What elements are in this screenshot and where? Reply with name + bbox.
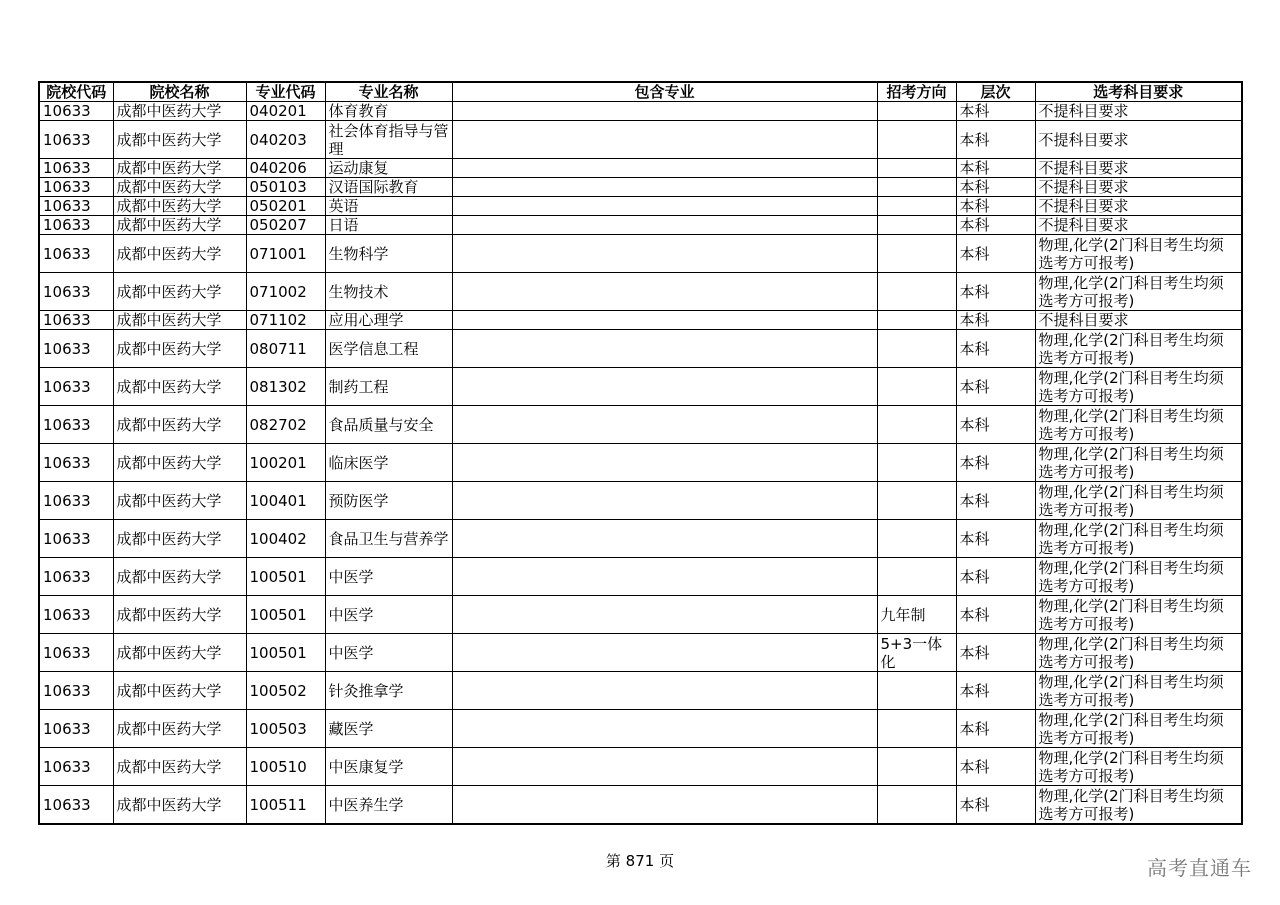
subject-requirement-cell: 物理,化学(2门科目考生均须选考方可报考): [1035, 235, 1242, 273]
included-majors-cell: [452, 216, 877, 235]
school-name-cell: 成都中医药大学: [113, 558, 246, 596]
included-majors-cell: [452, 672, 877, 710]
subject-requirement-cell: 物理,化学(2门科目考生均须选考方可报考): [1035, 710, 1242, 748]
table-row: [39, 482, 1242, 520]
level-cell: 本科: [956, 672, 1035, 710]
school-name-cell: 成都中医药大学: [113, 710, 246, 748]
table-row: [39, 634, 1242, 672]
subject-requirement-cell: 不提科目要求: [1035, 102, 1242, 121]
subject-requirement-cell: 物理,化学(2门科目考生均须选考方可报考): [1035, 596, 1242, 634]
level-cell: 本科: [956, 330, 1035, 368]
table-body: [39, 102, 1242, 825]
major-code-cell: 071102: [246, 311, 325, 330]
included-majors-cell: [452, 121, 877, 159]
direction-cell: [877, 558, 956, 596]
subject-requirement-cell: 物理,化学(2门科目考生均须选考方可报考): [1035, 672, 1242, 710]
included-majors-cell: [452, 178, 877, 197]
major-code-cell: 100201: [246, 444, 325, 482]
header-school-name: 院校名称: [113, 82, 246, 102]
level-cell: 本科: [956, 311, 1035, 330]
level-cell: 本科: [956, 178, 1035, 197]
subject-requirement-cell: 不提科目要求: [1035, 121, 1242, 159]
direction-cell: [877, 520, 956, 558]
header-major-name: 专业名称: [325, 82, 452, 102]
table-row: [39, 596, 1242, 634]
major-name-cell: 临床医学: [325, 444, 452, 482]
school-code-cell: 10633: [39, 178, 113, 197]
major-code-cell: 050207: [246, 216, 325, 235]
direction-cell: [877, 710, 956, 748]
major-name-cell: 食品卫生与营养学: [325, 520, 452, 558]
direction-cell: [877, 786, 956, 825]
school-code-cell: 10633: [39, 159, 113, 178]
table-row: [39, 273, 1242, 311]
included-majors-cell: [452, 596, 877, 634]
included-majors-cell: [452, 311, 877, 330]
school-code-cell: 10633: [39, 330, 113, 368]
table-row: [39, 672, 1242, 710]
subject-requirement-cell: 不提科目要求: [1035, 178, 1242, 197]
major-code-cell: 100510: [246, 748, 325, 786]
subject-requirement-cell: 物理,化学(2门科目考生均须选考方可报考): [1035, 748, 1242, 786]
school-name-cell: 成都中医药大学: [113, 216, 246, 235]
direction-cell: [877, 311, 956, 330]
page-number: 第 871 页: [605, 852, 675, 870]
table-row: [39, 710, 1242, 748]
included-majors-cell: [452, 368, 877, 406]
school-name-cell: 成都中医药大学: [113, 520, 246, 558]
direction-cell: [877, 216, 956, 235]
school-code-cell: 10633: [39, 102, 113, 121]
major-code-cell: 040201: [246, 102, 325, 121]
included-majors-cell: [452, 102, 877, 121]
school-name-cell: 成都中医药大学: [113, 748, 246, 786]
major-code-cell: 040203: [246, 121, 325, 159]
school-code-cell: 10633: [39, 634, 113, 672]
school-name-cell: 成都中医药大学: [113, 273, 246, 311]
table-row: [39, 368, 1242, 406]
major-name-cell: 应用心理学: [325, 311, 452, 330]
included-majors-cell: [452, 235, 877, 273]
major-name-cell: 生物技术: [325, 273, 452, 311]
school-name-cell: 成都中医药大学: [113, 197, 246, 216]
major-code-cell: 082702: [246, 406, 325, 444]
major-name-cell: 藏医学: [325, 710, 452, 748]
level-cell: 本科: [956, 558, 1035, 596]
major-name-cell: 日语: [325, 216, 452, 235]
school-code-cell: 10633: [39, 558, 113, 596]
major-name-cell: 中医学: [325, 558, 452, 596]
level-cell: 本科: [956, 596, 1035, 634]
subject-requirement-cell: 不提科目要求: [1035, 197, 1242, 216]
direction-cell: [877, 368, 956, 406]
subject-requirement-cell: 不提科目要求: [1035, 216, 1242, 235]
school-name-cell: 成都中医药大学: [113, 159, 246, 178]
major-code-cell: 081302: [246, 368, 325, 406]
included-majors-cell: [452, 520, 877, 558]
school-name-cell: 成都中医药大学: [113, 121, 246, 159]
major-code-cell: 100511: [246, 786, 325, 825]
level-cell: 本科: [956, 520, 1035, 558]
school-code-cell: 10633: [39, 311, 113, 330]
major-code-cell: 071001: [246, 235, 325, 273]
direction-cell: [877, 178, 956, 197]
major-name-cell: 医学信息工程: [325, 330, 452, 368]
table-row: [39, 235, 1242, 273]
subject-requirement-cell: 物理,化学(2门科目考生均须选考方可报考): [1035, 558, 1242, 596]
admissions-table-container: [38, 81, 1243, 825]
subject-requirement-cell: 物理,化学(2门科目考生均须选考方可报考): [1035, 368, 1242, 406]
level-cell: 本科: [956, 710, 1035, 748]
school-name-cell: 成都中医药大学: [113, 178, 246, 197]
included-majors-cell: [452, 444, 877, 482]
included-majors-cell: [452, 786, 877, 825]
table-row: [39, 748, 1242, 786]
direction-cell: [877, 273, 956, 311]
table-row: [39, 330, 1242, 368]
major-name-cell: 针灸推拿学: [325, 672, 452, 710]
major-code-cell: 100501: [246, 558, 325, 596]
major-code-cell: 100402: [246, 520, 325, 558]
header-subject-requirement: 选考科目要求: [1035, 82, 1242, 102]
subject-requirement-cell: 物理,化学(2门科目考生均须选考方可报考): [1035, 520, 1242, 558]
direction-cell: [877, 330, 956, 368]
major-name-cell: 社会体育指导与管理: [325, 121, 452, 159]
level-cell: 本科: [956, 786, 1035, 825]
major-name-cell: 英语: [325, 197, 452, 216]
school-name-cell: 成都中医药大学: [113, 368, 246, 406]
school-code-cell: 10633: [39, 482, 113, 520]
table-header-row: [39, 82, 1242, 102]
subject-requirement-cell: 不提科目要求: [1035, 159, 1242, 178]
school-name-cell: 成都中医药大学: [113, 330, 246, 368]
school-name-cell: 成都中医药大学: [113, 596, 246, 634]
major-code-cell: 050103: [246, 178, 325, 197]
school-name-cell: 成都中医药大学: [113, 311, 246, 330]
major-name-cell: 运动康复: [325, 159, 452, 178]
major-code-cell: 040206: [246, 159, 325, 178]
major-name-cell: 中医学: [325, 634, 452, 672]
level-cell: 本科: [956, 748, 1035, 786]
major-code-cell: 100501: [246, 596, 325, 634]
table-row: [39, 216, 1242, 235]
major-name-cell: 中医养生学: [325, 786, 452, 825]
level-cell: 本科: [956, 235, 1035, 273]
header-major-code: 专业代码: [246, 82, 325, 102]
included-majors-cell: [452, 482, 877, 520]
school-code-cell: 10633: [39, 786, 113, 825]
direction-cell: [877, 102, 956, 121]
major-code-cell: 100401: [246, 482, 325, 520]
major-code-cell: 100503: [246, 710, 325, 748]
table-row: [39, 444, 1242, 482]
level-cell: 本科: [956, 197, 1035, 216]
school-name-cell: 成都中医药大学: [113, 444, 246, 482]
school-code-cell: 10633: [39, 596, 113, 634]
direction-cell: [877, 482, 956, 520]
major-code-cell: 071002: [246, 273, 325, 311]
major-name-cell: 生物科学: [325, 235, 452, 273]
major-name-cell: 中医学: [325, 596, 452, 634]
table-row: [39, 121, 1242, 159]
major-name-cell: 预防医学: [325, 482, 452, 520]
level-cell: 本科: [956, 634, 1035, 672]
direction-cell: [877, 406, 956, 444]
major-code-cell: 080711: [246, 330, 325, 368]
subject-requirement-cell: 物理,化学(2门科目考生均须选考方可报考): [1035, 273, 1242, 311]
table-row: [39, 558, 1242, 596]
school-code-cell: 10633: [39, 710, 113, 748]
included-majors-cell: [452, 273, 877, 311]
included-majors-cell: [452, 197, 877, 216]
direction-cell: [877, 159, 956, 178]
school-name-cell: 成都中医药大学: [113, 235, 246, 273]
school-code-cell: 10633: [39, 197, 113, 216]
school-code-cell: 10633: [39, 235, 113, 273]
watermark-text: 高考直通车: [1147, 856, 1252, 880]
school-name-cell: 成都中医药大学: [113, 102, 246, 121]
subject-requirement-cell: 物理,化学(2门科目考生均须选考方可报考): [1035, 482, 1242, 520]
header-school-code: 院校代码: [39, 82, 113, 102]
school-code-cell: 10633: [39, 406, 113, 444]
included-majors-cell: [452, 330, 877, 368]
header-level: 层次: [956, 82, 1035, 102]
direction-cell: 九年制: [877, 596, 956, 634]
direction-cell: 5+3一体化: [877, 634, 956, 672]
level-cell: 本科: [956, 482, 1035, 520]
school-name-cell: 成都中医药大学: [113, 786, 246, 825]
table-row: [39, 786, 1242, 825]
subject-requirement-cell: 物理,化学(2门科目考生均须选考方可报考): [1035, 634, 1242, 672]
direction-cell: [877, 235, 956, 273]
included-majors-cell: [452, 406, 877, 444]
school-code-cell: 10633: [39, 273, 113, 311]
school-code-cell: 10633: [39, 444, 113, 482]
level-cell: 本科: [956, 159, 1035, 178]
subject-requirement-cell: 物理,化学(2门科目考生均须选考方可报考): [1035, 406, 1242, 444]
direction-cell: [877, 672, 956, 710]
included-majors-cell: [452, 558, 877, 596]
subject-requirement-cell: 物理,化学(2门科目考生均须选考方可报考): [1035, 786, 1242, 825]
major-name-cell: 汉语国际教育: [325, 178, 452, 197]
school-name-cell: 成都中医药大学: [113, 672, 246, 710]
major-code-cell: 100502: [246, 672, 325, 710]
direction-cell: [877, 444, 956, 482]
subject-requirement-cell: 物理,化学(2门科目考生均须选考方可报考): [1035, 330, 1242, 368]
level-cell: 本科: [956, 444, 1035, 482]
included-majors-cell: [452, 634, 877, 672]
school-code-cell: 10633: [39, 368, 113, 406]
major-name-cell: 体育教育: [325, 102, 452, 121]
header-direction: 招考方向: [877, 82, 956, 102]
school-name-cell: 成都中医药大学: [113, 406, 246, 444]
table-row: [39, 520, 1242, 558]
level-cell: 本科: [956, 273, 1035, 311]
major-code-cell: 050201: [246, 197, 325, 216]
included-majors-cell: [452, 159, 877, 178]
school-code-cell: 10633: [39, 520, 113, 558]
direction-cell: [877, 121, 956, 159]
major-name-cell: 食品质量与安全: [325, 406, 452, 444]
level-cell: 本科: [956, 216, 1035, 235]
included-majors-cell: [452, 748, 877, 786]
subject-requirement-cell: 物理,化学(2门科目考生均须选考方可报考): [1035, 444, 1242, 482]
major-code-cell: 100501: [246, 634, 325, 672]
direction-cell: [877, 748, 956, 786]
school-code-cell: 10633: [39, 672, 113, 710]
school-name-cell: 成都中医药大学: [113, 634, 246, 672]
school-code-cell: 10633: [39, 121, 113, 159]
direction-cell: [877, 197, 956, 216]
level-cell: 本科: [956, 102, 1035, 121]
table-row: [39, 311, 1242, 330]
major-name-cell: 制药工程: [325, 368, 452, 406]
table-row: [39, 178, 1242, 197]
major-name-cell: 中医康复学: [325, 748, 452, 786]
admissions-table: [38, 81, 1243, 825]
school-code-cell: 10633: [39, 216, 113, 235]
table-row: [39, 406, 1242, 444]
included-majors-cell: [452, 710, 877, 748]
level-cell: 本科: [956, 406, 1035, 444]
school-code-cell: 10633: [39, 748, 113, 786]
level-cell: 本科: [956, 368, 1035, 406]
table-row: [39, 197, 1242, 216]
table-row: [39, 102, 1242, 121]
header-included-majors: 包含专业: [452, 82, 877, 102]
school-name-cell: 成都中医药大学: [113, 482, 246, 520]
subject-requirement-cell: 不提科目要求: [1035, 311, 1242, 330]
table-row: [39, 159, 1242, 178]
level-cell: 本科: [956, 121, 1035, 159]
